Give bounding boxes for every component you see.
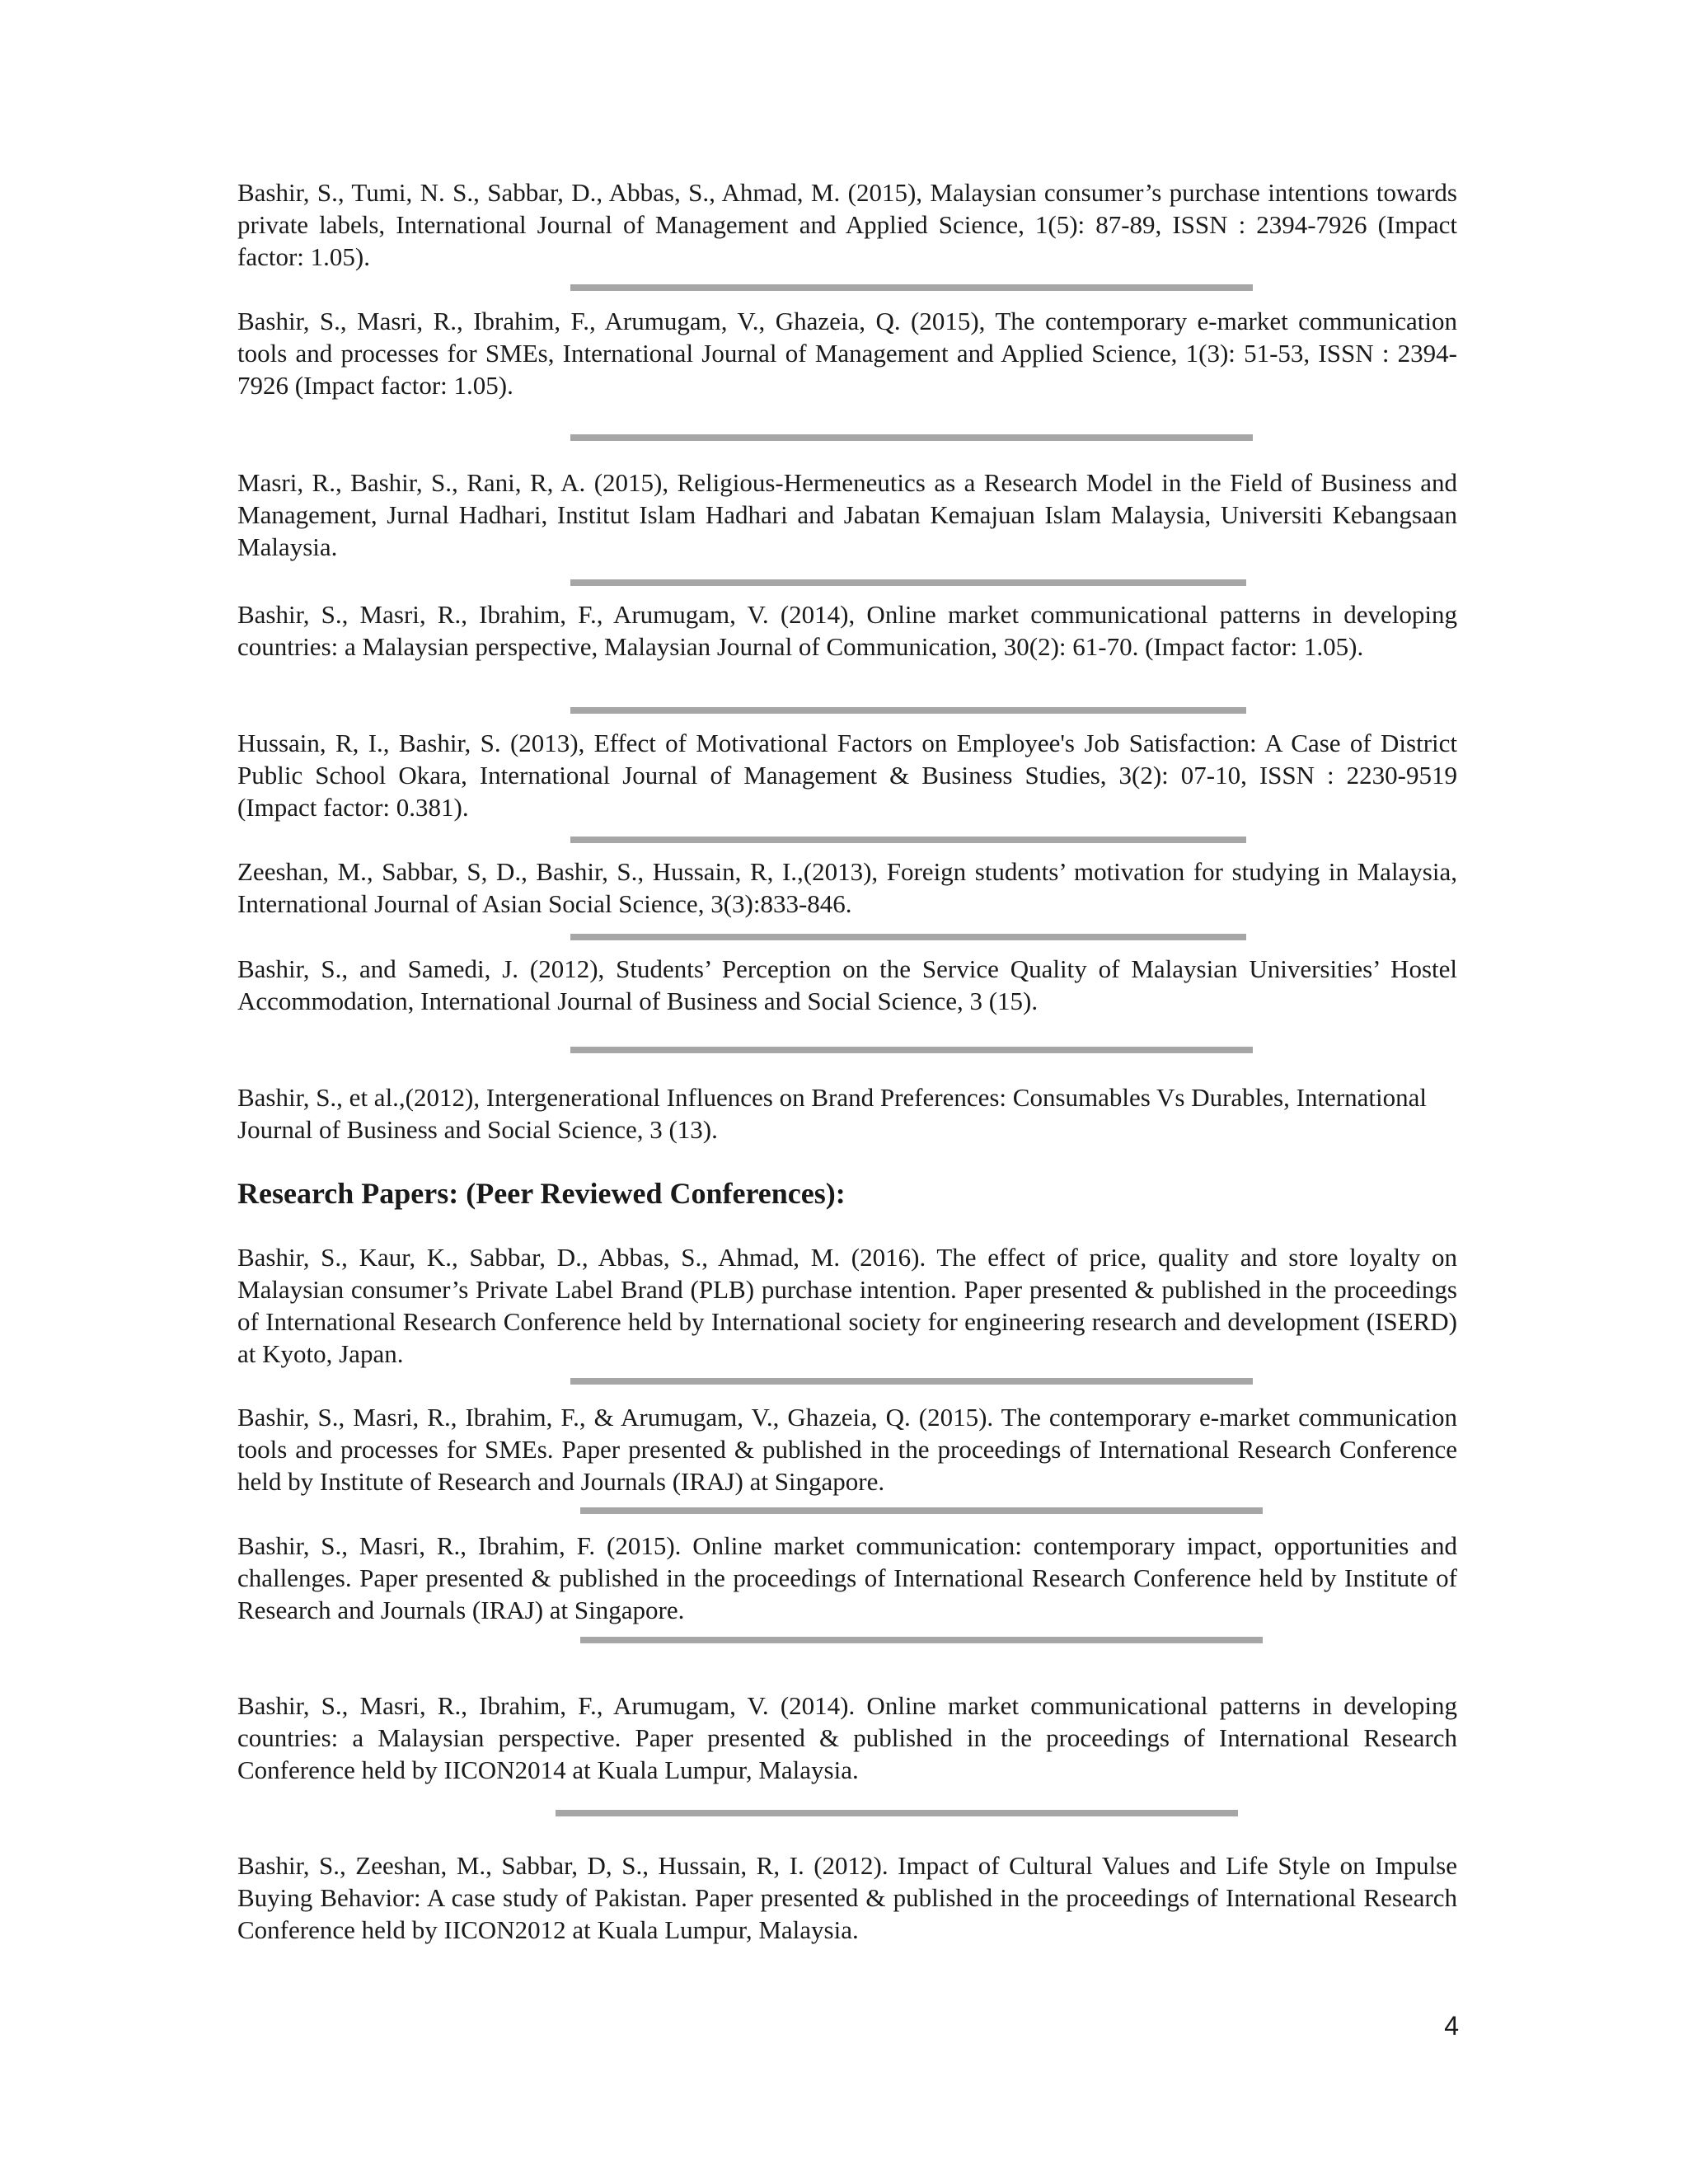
divider <box>570 837 1246 843</box>
divider <box>580 1637 1263 1643</box>
journal-entry-3: Masri, R., Bashir, S., Rani, R, A. (2015), Religious-Hermeneutics as a Research Model in the Field of Business and Management, Jurnal Hadhari, Institut Islam Hadhari and Jabatan Kemajuan Islam Malaysia, Universiti Kebangsaan Malaysia. <box>237 468 1457 561</box>
conference-entry-5: Bashir, S., Zeeshan, M., Sabbar, D, S., Hussain, R, I. (2012). Impact of Cultural Values and Life Style on Impulse Buying Behavior: A case study of Pakistan. Paper presented & published in the proceedings of International Research Conference held by IICON2012 at Kuala Lumpur, Malaysia. <box>237 1851 1457 1944</box>
journal-entry-1: Bashir, S., Tumi, N. S., Sabbar, D., Abbas, S., Ahmad, M. (2015), Malaysian consumer’s purchase intentions towards private labels, International Journal of Management and Applied Science, 1(5): 87-89, ISSN : 2394-7926 (Impact factor: 1.05). <box>237 178 1457 271</box>
divider <box>570 284 1253 291</box>
journal-entry-6: Zeeshan, M., Sabbar, S, D., Bashir, S., Hussain, R, I.,(2013), Foreign students’ motivation for studying in Malaysia, International Journal of Asian Social Science, 3(3):833-846. <box>237 857 1457 918</box>
divider <box>556 1810 1238 1816</box>
conference-entry-2: Bashir, S., Masri, R., Ibrahim, F., & Arumugam, V., Ghazeia, Q. (2015). The contemporary e-market communication tools and processes for SMEs. Paper presented & published in the proceedings of International Research Conference held by Institute of Research and Journals (IRAJ) at Singapore. <box>237 1403 1457 1496</box>
page-number: 4 <box>1444 2011 1459 2041</box>
journal-entry-2: Bashir, S., Masri, R., Ibrahim, F., Arumugam, V., Ghazeia, Q. (2015), The contemporary e-market communication tools and processes for SMEs, International Journal of Management and Applied Science, 1(3): 51-53, ISSN : 2394-7926 (Impact factor: 1.05). <box>237 307 1457 400</box>
conference-entry-3: Bashir, S., Masri, R., Ibrahim, F. (2015). Online market communication: contemporary impact, opportunities and challenges. Paper presented & published in the proceedings of International Research Conference held by Institute of Research and Journals (IRAJ) at Singapore. <box>237 1531 1457 1624</box>
divider <box>570 1378 1253 1385</box>
divider <box>570 1047 1253 1053</box>
divider <box>580 1507 1263 1514</box>
conference-section-heading: Research Papers: (Peer Reviewed Conferences): <box>237 1177 846 1210</box>
conference-entry-4: Bashir, S., Masri, R., Ibrahim, F., Arumugam, V. (2014). Online market communicational patterns in developing countries: a Malaysian perspective. Paper presented & published in the proceedings of International Research Conference held by IICON2014 at Kuala Lumpur, Malaysia. <box>237 1691 1457 1784</box>
conference-entry-1: Bashir, S., Kaur, K., Sabbar, D., Abbas, S., Ahmad, M. (2016). The effect of price, quality and store loyalty on Malaysian consumer’s Private Label Brand (PLB) purchase intention. Paper presented & published in the proceedings of International Research Conference held by International society for engineering research and development (ISERD) at Kyoto, Japan. <box>237 1243 1457 1368</box>
divider <box>570 579 1246 586</box>
journal-entry-5: Hussain, R, I., Bashir, S. (2013), Effect of Motivational Factors on Employee's Job Satisfaction: A Case of District Public School Okara, International Journal of Management & Business Studies, 3(2): 07-10, ISSN : 2230-9519 (Impact factor: 0.381). <box>237 729 1457 822</box>
journal-entry-7: Bashir, S., and Samedi, J. (2012), Students’ Perception on the Service Quality of Malaysian Universities’ Hostel Accommodation, International Journal of Business and Social Science, 3 (15). <box>237 954 1457 1015</box>
journal-entry-8: Bashir, S., et al.,(2012), Intergenerational Influences on Brand Preferences: Consumables Vs Durables, International Journal of Business and Social Science, 3 (13). <box>237 1083 1427 1144</box>
journal-entry-4: Bashir, S., Masri, R., Ibrahim, F., Arumugam, V. (2014), Online market communicational patterns in developing countries: a Malaysian perspective, Malaysian Journal of Communication, 30(2): 61-70. (Impact factor: 1.05). <box>237 600 1457 661</box>
divider <box>570 707 1246 714</box>
divider <box>570 434 1253 441</box>
divider <box>570 934 1246 940</box>
